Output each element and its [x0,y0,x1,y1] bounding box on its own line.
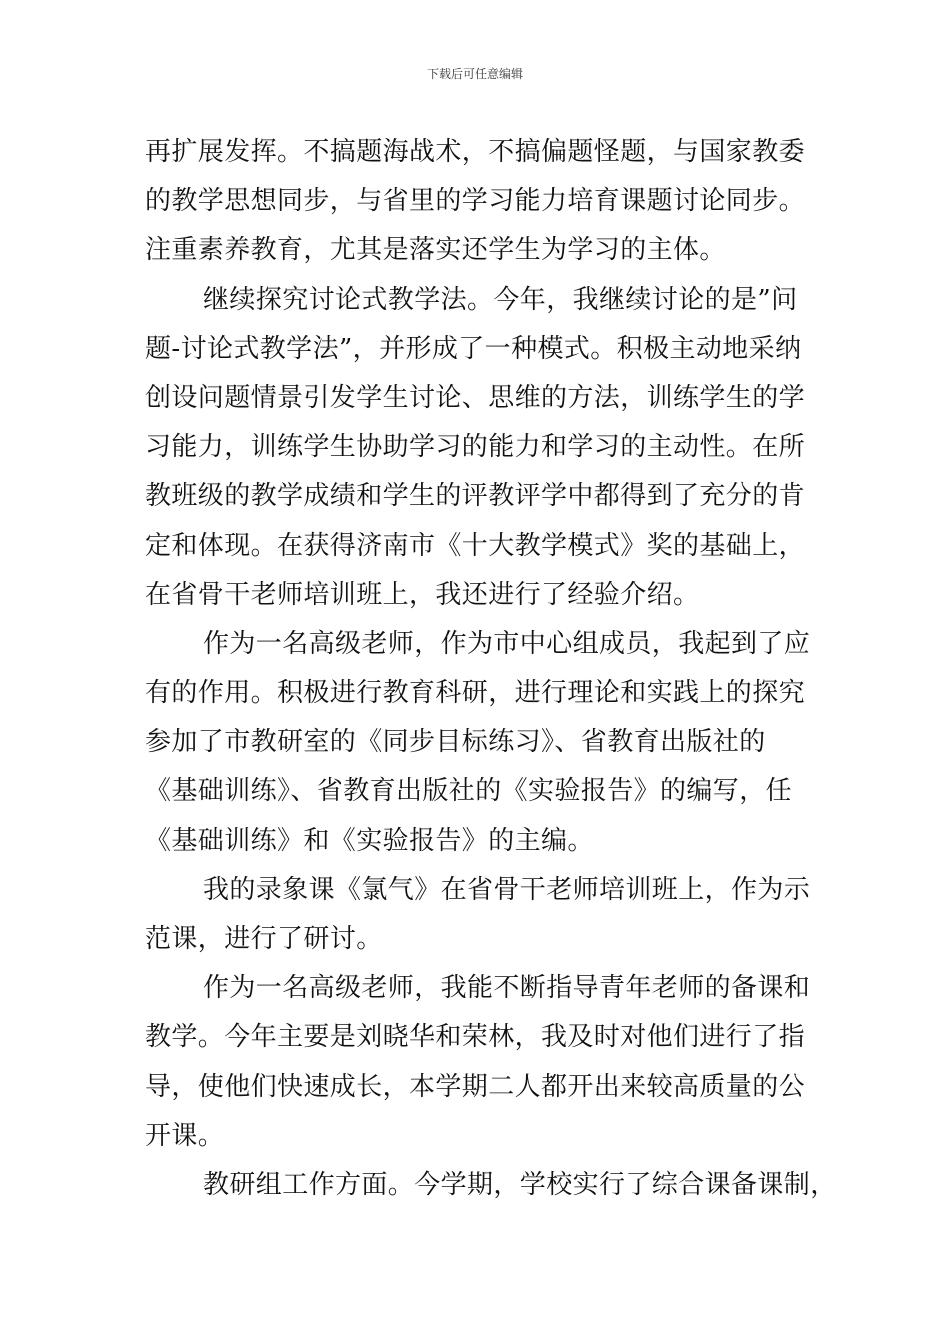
paragraph-start-line: 作为一名高级老师，作为市中心组成员，我起到了应 [203,628,811,659]
text-line: 的教学思想同步，与省里的学习能力培育课题讨论同步。 [145,186,806,217]
text-line: 题-讨论式教学法”，并形成了一种模式。积极主动地采纳 [145,333,802,364]
text-line: 再扩展发挥。不搞题海战术，不搞偏题怪题，与国家教委 [145,137,806,167]
text-line: 《基础训练》、省教育出版社的《实验报告》的编写，任 [145,776,793,807]
text-line: 开课。 [145,1120,225,1151]
paragraph-start-line: 我的录象课《氯气》在省骨干老师培训班上，作为示 [203,874,811,905]
text-line: 有的作用。积极进行教育科研，进行理论和实践上的探究 [145,678,806,709]
text-line: 范课，进行了研讨。 [145,924,383,954]
body-text [145,128,837,1210]
paragraph-start-line: 作为一名高级老师，我能不断指导青年老师的备课和 [203,973,811,1004]
text-line: 在省骨干老师培训班上，我还进行了经验介绍。 [145,579,700,610]
text-line: 定和体现。在获得济南市《十大教学模式》奖的基础上， [145,530,806,561]
text-line: 注重素养教育，尤其是落实还学生为学习的主体。 [145,235,726,266]
text-line: 创设问题情景引发学生讨论、思维的方法，训练学生的学 [145,382,806,413]
paragraph-start-line: 继续探究讨论式教学法。今年，我继续讨论的是”问 [203,284,798,315]
text-line: 教班级的教学成绩和学生的评教评学中都得到了充分的肯 [145,481,806,512]
text-line: 参加了市教研室的《同步目标练习》、省教育出版社的 [145,727,766,758]
text-line: 导，使他们快速成长，本学期二人都开出来较高质量的公 [145,1071,806,1102]
text-line: 《基础训练》和《实验报告》的主编。 [145,825,594,856]
text-line: 教学。今年主要是刘晓华和荣林，我及时对他们进行了指 [145,1022,806,1053]
page-header: 下载后可任意编辑 [426,67,523,81]
text-line: 习能力，训练学生协助学习的能力和学习的主动性。在所 [145,432,806,463]
paragraph-start-line: 教研组工作方面。今学期，学校实行了综合课备课制， [203,1169,837,1200]
